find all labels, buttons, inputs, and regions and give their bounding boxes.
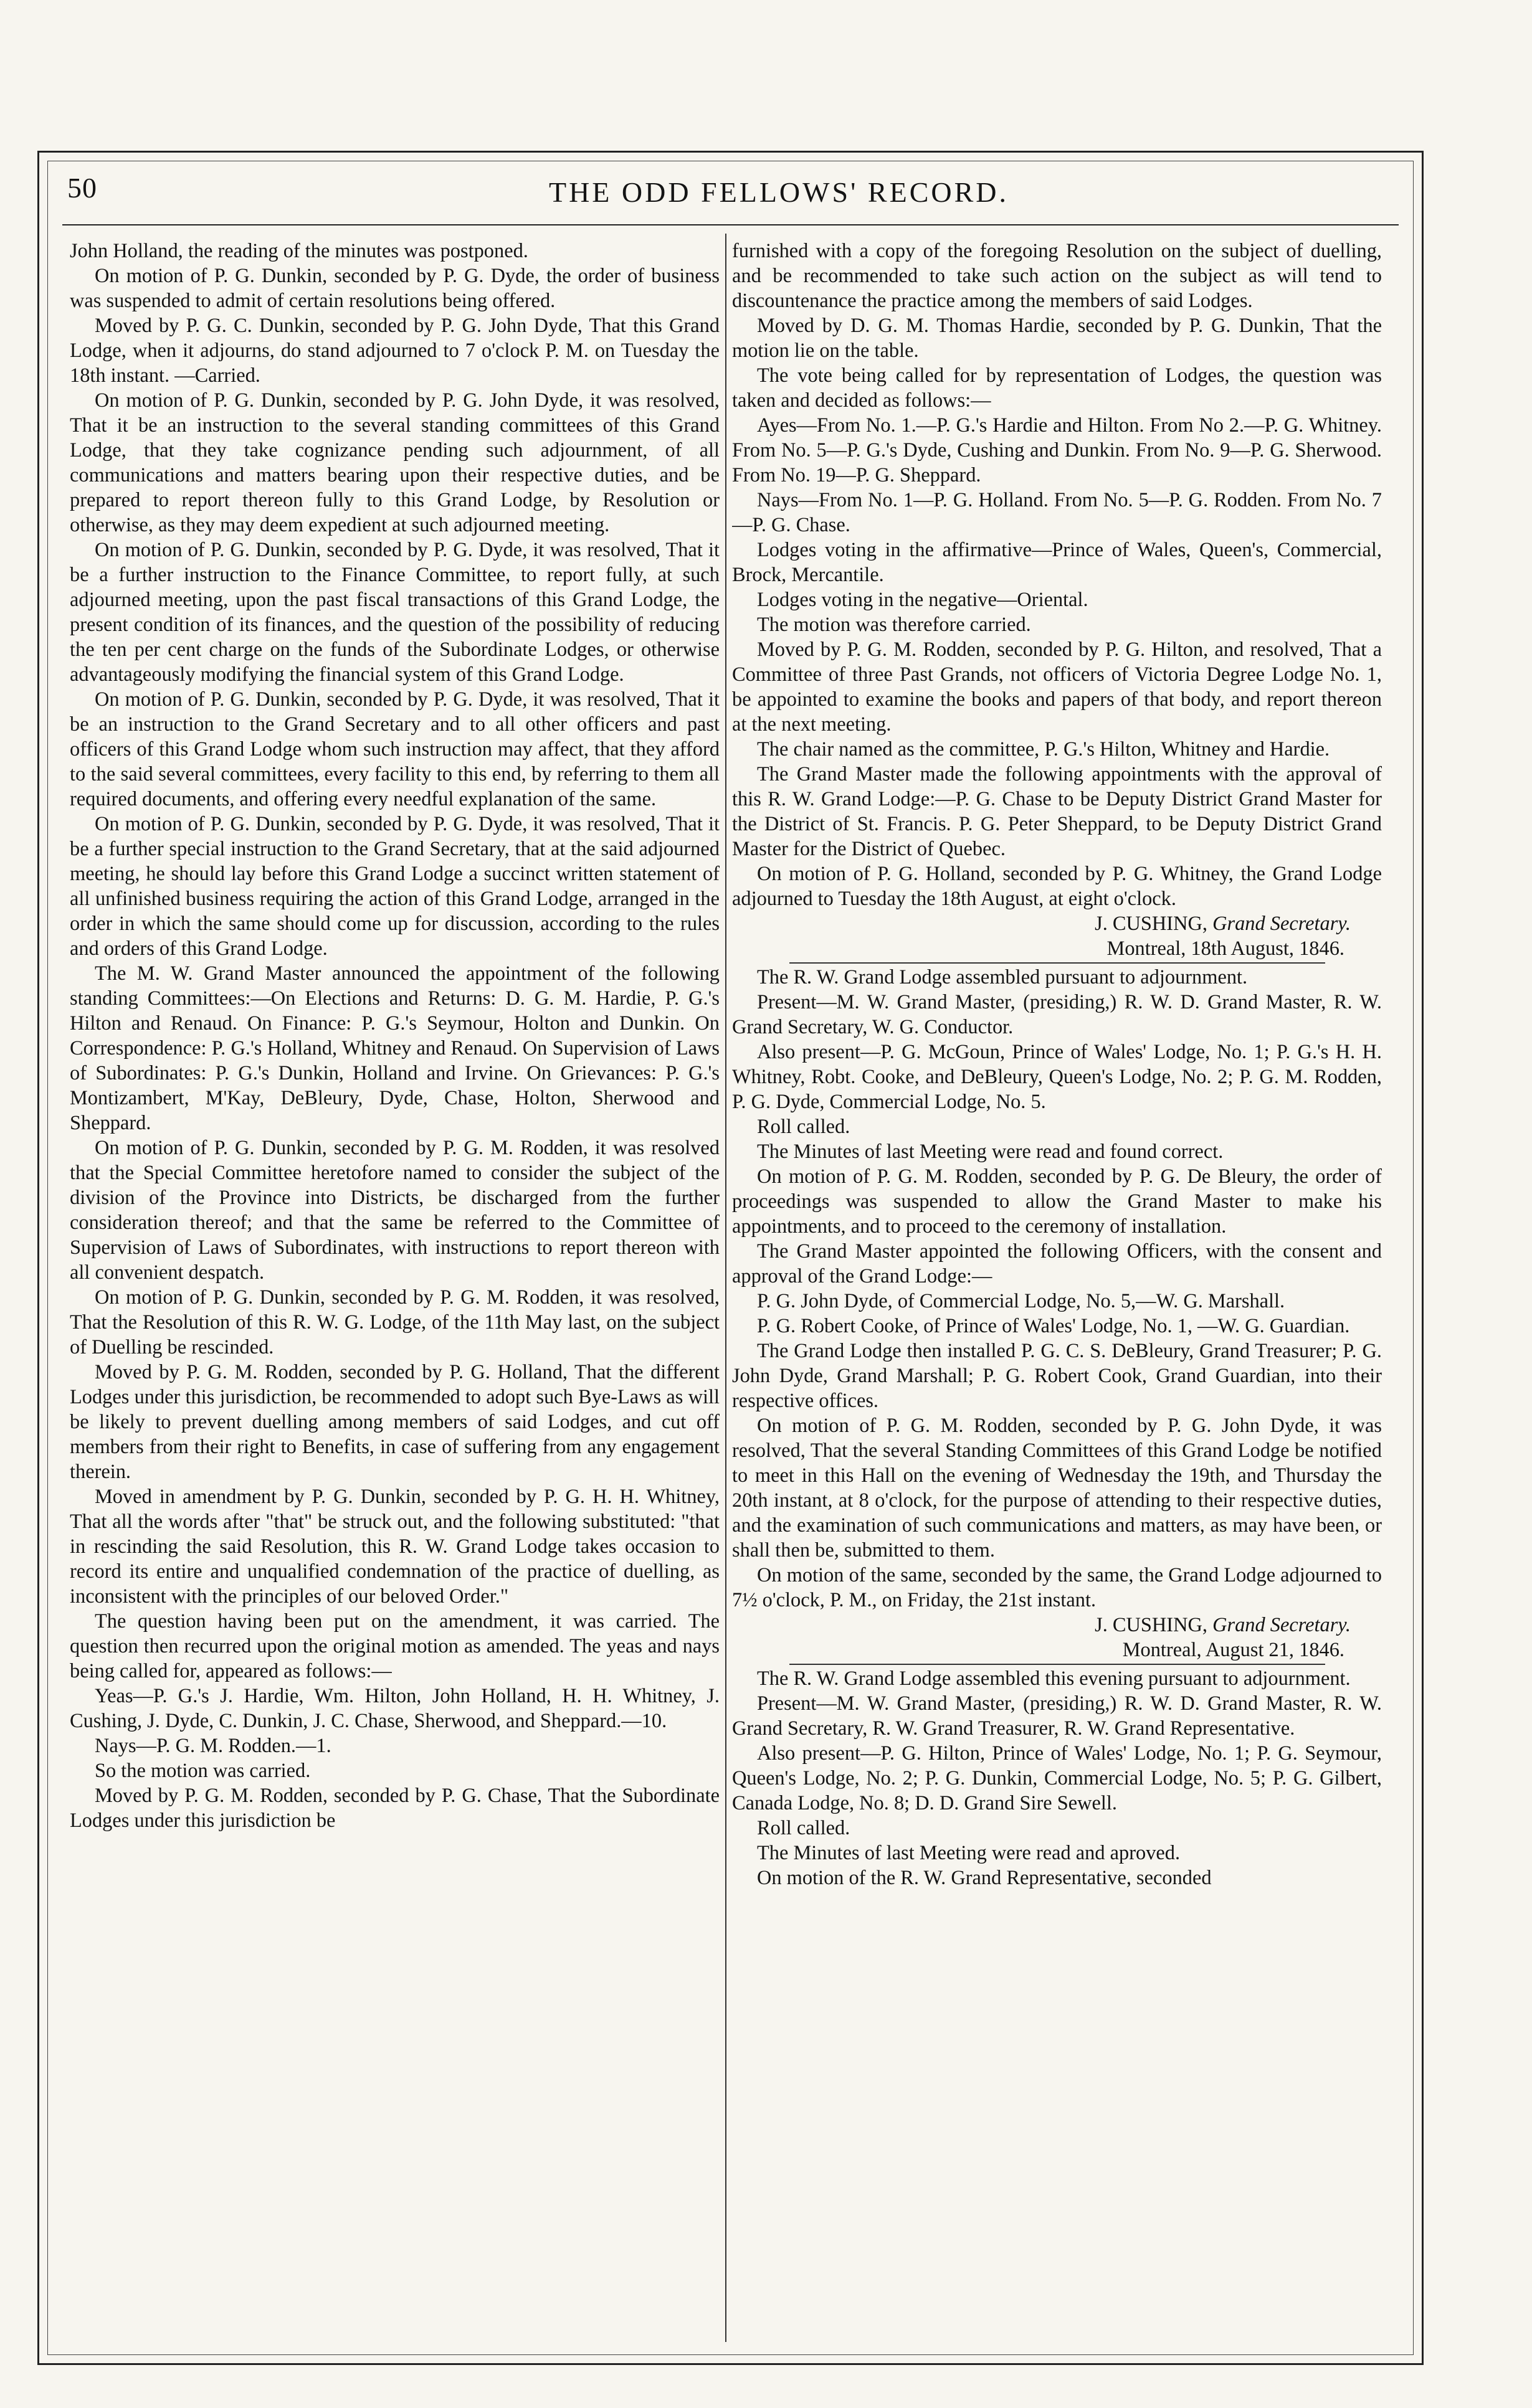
paragraph: John Holland, the reading of the minutes was postponed. <box>70 240 528 262</box>
dateline: Montreal, August 21, 1846. <box>1122 1639 1344 1661</box>
paragraph: Moved by P. G. M. Rodden, seconded by P. G. Chase, That the Subordinate Lodges under this jurisdiction be <box>70 1785 720 1832</box>
signature-name: J. CUSHING, <box>1095 912 1207 935</box>
left-column <box>70 239 720 2338</box>
paragraph: On motion of P. G. Dunkin, seconded by P. G. M. Rodden, it was resolved, That the Resolution of this R. W. G. Lodge, of the 11th May last, on the subject of Duelling be rescinded. <box>70 1286 720 1358</box>
paragraph: Nays—From No. 1—P. G. Holland. From No. 5—P. G. Rodden. From No. 7—P. G. Chase. <box>732 489 1382 536</box>
paragraph: P. G. Robert Cooke, of Prince of Wales' Lodge, No. 1, —W. G. Guardian. <box>757 1315 1350 1337</box>
paragraph: The Grand Master made the following appointments with the approval of this R. W. Grand Lodge:—P. G. Chase to be Deputy District Grand Master for the District of St. Francis. P. G. Peter Sheppard, to be Deputy District Grand Master for the District of Quebec. <box>732 763 1382 860</box>
paragraph: Moved by D. G. M. Thomas Hardie, seconded by P. G. Dunkin, That the motion lie on the table. <box>732 315 1382 362</box>
paragraph: On motion of P. G. M. Rodden, seconded by P. G. John Dyde, it was resolved, That the several Standing Committees of this Grand Lodge be notified to meet in this Hall on the evening of Wednesday the 19th, and Thursday the 20th instant, at 8 o'clock, for the purpose of attending to their respective duties, and the examination of such communications and matters, as may have been, or shall then be, submitted to them. <box>732 1415 1382 1562</box>
paragraph: The R. W. Grand Lodge assembled this evening pursuant to adjournment. <box>757 1667 1351 1690</box>
signature-role: Grand Secretary. <box>1212 1614 1351 1636</box>
paragraph: Moved in amendment by P. G. Dunkin, seconded by P. G. H. H. Whitney, That all the words after "that" be struck out, and the following substituted: "that in rescinding the said Resolution, this R. W. Grand Lodge takes occasion to record its entire and unqualified condemnation of the practice of duelling, as inconsistent with the principles of our beloved Order." <box>70 1486 720 1608</box>
section-rule <box>789 1664 1325 1665</box>
paragraph: P. G. John Dyde, of Commercial Lodge, No. 5,—W. G. Marshall. <box>757 1290 1285 1312</box>
paragraph: On motion of P. G. Dunkin, seconded by P. G. Dyde, it was resolved, That it be an instruction to the Grand Secretary and to all other officers and past officers of this Grand Lodge whom such instruction may affect, that they afford to the said several committees, every facility to this end, by referring to them all required documents, and offering every needful explanation of the same. <box>70 688 720 810</box>
signature <box>732 911 1382 936</box>
signature-name: J. CUSHING, <box>1095 1614 1207 1636</box>
signature <box>732 1613 1382 1638</box>
paragraph: Lodges voting in the negative—Oriental. <box>757 589 1088 611</box>
paragraph: Moved by P. G. C. Dunkin, seconded by P. G. John Dyde, That this Grand Lodge, when it adjourns, do stand adjourned to 7 o'clock P. M. on Tuesday the 18th instant. —Carried. <box>70 315 720 387</box>
paragraph: Roll called. <box>757 1116 850 1138</box>
column-divider <box>725 234 726 2342</box>
paragraph: Also present—P. G. McGoun, Prince of Wales' Lodge, No. 1; P. G.'s H. H. Whitney, Robt. Cooke, and DeBleury, Queen's Lodge, No. 2; P. G. M. Rodden, P. G. Dyde, Commercial Lodge, No. 5. <box>732 1041 1382 1113</box>
paragraph: Moved by P. G. M. Rodden, seconded by P. G. Holland, That the different Lodges under this jurisdiction, be recommended to adopt such Bye-Laws as will be likely to prevent duelling among members of said Lodges, and cut off members from their right to Benefits, in case of suffering from any engagement therein. <box>70 1361 720 1483</box>
paragraph: On motion of P. G. Dunkin, seconded by P. G. Dyde, the order of business was suspended to admit of certain resolutions being offered. <box>70 265 720 312</box>
paragraph: Ayes—From No. 1.—P. G.'s Hardie and Hilton. From No 2.—P. G. Whitney. From No. 5—P. G.'s Dyde, Cushing and Dunkin. From No. 9—P. G. Sherwood. From No. 19—P. G. Sheppard. <box>732 414 1382 486</box>
paragraph: Present—M. W. Grand Master, (presiding,) R. W. D. Grand Master, R. W. Grand Secretary, W. G. Conductor. <box>732 991 1382 1038</box>
paragraph: The vote being called for by representation of Lodges, the question was taken and decided as follows:— <box>732 364 1382 412</box>
paragraph: The question having been put on the amendment, it was carried. The question then recurred upon the original motion as amended. The yeas and nays being called for, appeared as follows:— <box>70 1610 720 1682</box>
paragraph: Nays—P. G. M. Rodden.—1. <box>95 1735 331 1757</box>
paragraph: On motion of the same, seconded by the same, the Grand Lodge adjourned to 7½ o'clock, P. M., on Friday, the 21st instant. <box>732 1564 1382 1611</box>
paragraph: furnished with a copy of the foregoing Resolution on the subject of duelling, and be recommended to take such action on the subject as will tend to discountenance the practice among the members of said Lodges. <box>732 240 1382 312</box>
running-title: THE ODD FELLOWS' RECORD. <box>548 176 1009 208</box>
paragraph: On motion of P. G. Dunkin, seconded by P. G. M. Rodden, it was resolved that the Special Committee heretofore named to consider the subject of the division of the Province into Districts, be discharged from the further consideration thereof; and that the same be referred to the Committee of Supervision of Laws of Subordinates, with instructions to report thereon with all convenient despatch. <box>70 1137 720 1284</box>
paragraph: Present—M. W. Grand Master, (presiding,) R. W. D. Grand Master, R. W. Grand Secretary, R. W. Grand Treasurer, R. W. Grand Representative. <box>732 1692 1382 1740</box>
paragraph: Moved by P. G. M. Rodden, seconded by P. G. Hilton, and resolved, That a Committee of three Past Grands, not officers of Victoria Degree Lodge No. 1, be appointed to examine the books and papers of that body, and report thereon at the next meeting. <box>732 638 1382 736</box>
paragraph: The Minutes of last Meeting were read and found correct. <box>757 1140 1224 1163</box>
paragraph: The motion was therefore carried. <box>757 614 1031 636</box>
paragraph: The Grand Lodge then installed P. G. C. S. DeBleury, Grand Treasurer; P. G. John Dyde, Grand Marshall; P. G. Robert Cook, Grand Guardian, into their respective offices. <box>732 1340 1382 1412</box>
paragraph: The Grand Master appointed the following Officers, with the consent and approval of the Grand Lodge:— <box>732 1240 1382 1287</box>
right-column <box>732 239 1382 2338</box>
paragraph: Roll called. <box>757 1817 850 1839</box>
paragraph: Lodges voting in the affirmative—Prince of Wales, Queen's, Commercial, Brock, Mercantile. <box>732 539 1382 586</box>
paragraph: On motion of P. G. Dunkin, seconded by P. G. Dyde, it was resolved, That it be a further instruction to the Finance Committee, to report fully, at such adjourned meeting, upon the past fiscal transactions of this Grand Lodge, the present condition of its finances, and the question of the possibility of reducing the ten per cent charge on the funds of the Subordinate Lodges, or otherwise advantageously modifying the financial system of this Grand Lodge. <box>70 539 720 686</box>
paragraph: On motion of P. G. M. Rodden, seconded by P. G. De Bleury, the order of proceedings was suspended to allow the Grand Master to make his appointments, and to proceed to the ceremony of installation. <box>732 1165 1382 1238</box>
paragraph: Yeas—P. G.'s J. Hardie, Wm. Hilton, John Holland, H. H. Whitney, J. Cushing, J. Dyde, C. Dunkin, J. C. Chase, Sherwood, and Sheppard.—10. <box>70 1685 720 1732</box>
signature-role: Grand Secretary. <box>1212 912 1351 935</box>
paragraph: So the motion was carried. <box>95 1760 311 1782</box>
paragraph: On motion of the R. W. Grand Representative, seconded <box>757 1867 1212 1889</box>
paragraph: The chair named as the committee, P. G.'s Hilton, Whitney and Hardie. <box>757 738 1330 761</box>
header-rule <box>62 224 1399 225</box>
section-rule <box>789 962 1325 964</box>
paragraph: The R. W. Grand Lodge assembled pursuant to adjournment. <box>757 966 1248 988</box>
paragraph: On motion of P. G. Dunkin, seconded by P. G. John Dyde, it was resolved, That it be an instruction to the several standing committees of this Grand Lodge, that they take cognizance pending such adjournment, of all communications and matters bearing upon their respective duties, and be prepared to report thereon fully to this Grand Lodge, by Resolution or otherwise, as they may deem expedient at such adjourned meeting. <box>70 389 720 536</box>
paragraph: On motion of P. G. Dunkin, seconded by P. G. Dyde, it was resolved, That it be a further special instruction to the Grand Secretary, that at the said adjourned meeting, he should lay before this Grand Lodge a succinct written statement of all unfinished business requiring the action of this Grand Lodge, arranged in the order in which the same should come up for discussion, according to the rules and orders of this Grand Lodge. <box>70 813 720 960</box>
paragraph: The M. W. Grand Master announced the appointment of the following standing Committees:—On Elections and Returns: D. G. M. Hardie, P. G.'s Hilton and Renaud. On Finance: P. G.'s Seymour, Holton and Dunkin. On Correspondence: P. G.'s Holland, Whitney and Renaud. On Supervision of Laws of Subordinates: P. G.'s Dunkin, Holland and Irvine. On Grievances: P. G.'s Montizambert, M'Kay, DeBleury, Dyde, Chase, Holton, Sherwood and Sheppard. <box>70 962 720 1134</box>
paragraph: On motion of P. G. Holland, seconded by P. G. Whitney, the Grand Lodge adjourned to Tuesday the 18th August, at eight o'clock. <box>732 863 1382 910</box>
page-number: 50 <box>67 172 97 204</box>
dateline: Montreal, 18th August, 1846. <box>1106 937 1344 960</box>
paragraph: The Minutes of last Meeting were read and aproved. <box>757 1842 1181 1864</box>
paragraph: Also present—P. G. Hilton, Prince of Wales' Lodge, No. 1; P. G. Seymour, Queen's Lodge, No. 2; P. G. Dunkin, Commercial Lodge, No. 5; P. G. Gilbert, Canada Lodge, No. 8; D. D. Grand Sire Sewell. <box>732 1742 1382 1814</box>
